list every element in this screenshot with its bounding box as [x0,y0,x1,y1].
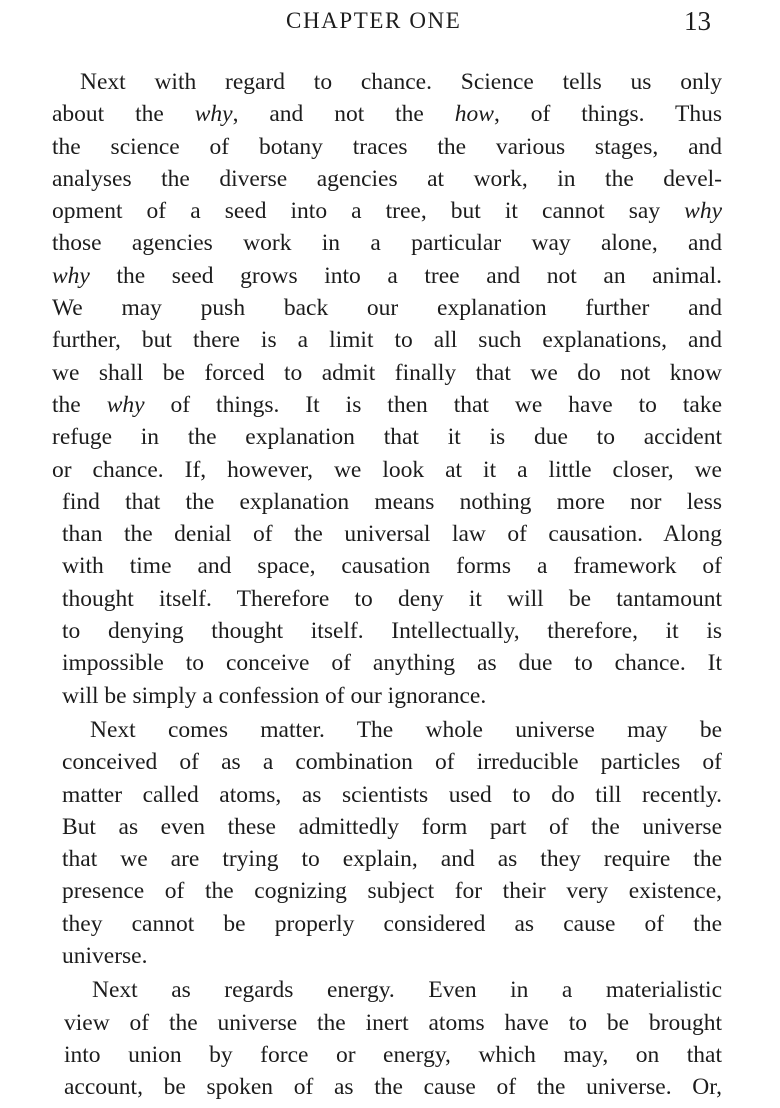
text-line: Next with regard to chance. Science tells us only [80,69,722,95]
text-line: than the denial of the universal law of causation. Along [62,521,722,548]
text-line: into union by force or energy, which may, on that [64,1041,722,1068]
text-line: the science of botany traces the various stages, and [52,133,722,160]
text-line: about the why, and not the how, of things. Thus [52,101,723,128]
text-line: Next as regards energy. Even in a materialistic [92,977,722,1004]
text-line: the why of things. It is then that we have to take [52,391,723,418]
text-line: we shall be forced to admit finally that we do not know [52,359,722,386]
text-line: to denying thought itself. Intellectually, therefore, it is [62,618,722,645]
text-line: conceived of as a combination of irreducible particles of [62,749,722,776]
emphasis: why [194,101,233,128]
text-line: refuge in the explanation that it is due to accident [52,424,722,451]
text-line: will be simply a confession of our ignorance. [62,682,487,709]
text-line: opment of a seed into a tree, but it cannot say why [52,198,722,225]
chapter-title: CHAPTER ONE [286,8,462,33]
body-text [52,66,722,1104]
paragraph-matter [52,714,722,972]
emphasis: why [52,262,90,289]
text-line: presence of the cognizing subject for their very existence, [62,878,722,905]
running-head [0,6,780,38]
text-line: those agencies work in a particular way alone, and [52,230,722,257]
text-line: account, be spoken of as the cause of the universe. Or, [64,1074,722,1101]
text-line: We may push back our explanation further and [52,295,722,322]
text-line: impossible to conceive of anything as due to chance. It [62,650,722,677]
page-number: 13 [684,6,711,36]
text-line: But as even these admittedly form part of the universe [62,813,722,840]
text-line: further, but there is a limit to all such explanations, and [52,327,722,354]
text-line: Next comes matter. The whole universe may be [90,716,722,743]
text-line: find that the explanation means nothing more nor less [62,488,722,515]
text-line: that we are trying to explain, and as they require the [62,846,722,873]
text-line: universe. [62,943,148,970]
text-line: view of the universe the inert atoms have to be brought [64,1009,722,1036]
paragraph-energy [52,974,722,1103]
text-line: they cannot be properly considered as cause of the [62,910,722,937]
text-line: thought itself. Therefore to deny it will be tantamount [62,585,722,612]
text-line: with time and space, causation forms a framework of [62,553,722,580]
text-line: why the seed grows into a tree and not an animal. [52,262,722,289]
paragraph-chance [52,66,722,712]
text-line: matter called atoms, as scientists used to do till recently. [62,781,722,808]
emphasis: how [454,101,494,128]
emphasis: why [106,391,145,418]
emphasis: why [684,198,722,225]
text-line: analyses the diverse agencies at work, in the devel- [52,165,722,192]
text-line: or chance. If, however, we look at it a little closer, we [52,456,722,483]
